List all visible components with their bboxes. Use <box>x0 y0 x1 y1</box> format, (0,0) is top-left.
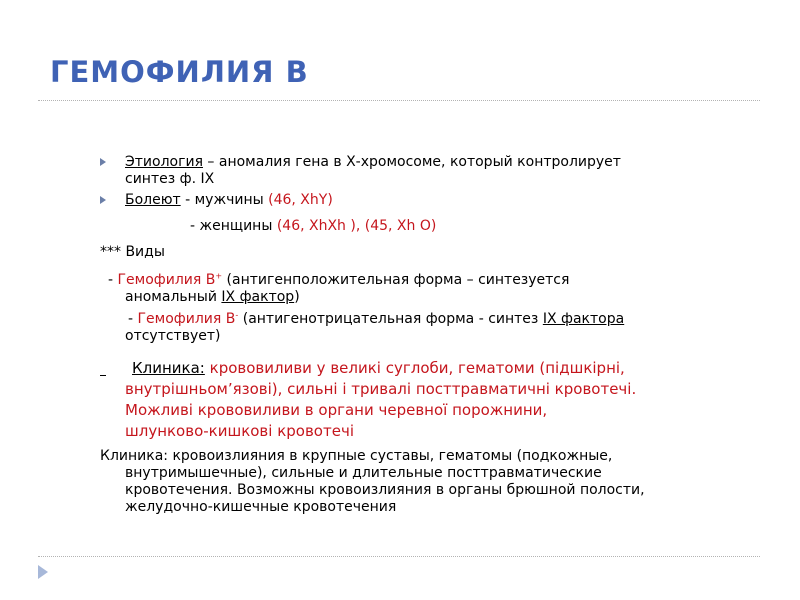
women-line <box>100 218 760 235</box>
clinic-ua-underline-mark <box>100 375 106 376</box>
clinic-ru-line4: желудочно-кишечные кровотечения <box>125 499 397 515</box>
clinic-ua-item <box>100 358 760 442</box>
clinic-ru-line3: кровотечения. Возможны кровоизлияния в органы брюшной полости, <box>125 482 645 498</box>
slide-content <box>100 154 760 516</box>
type-minus-dash: - <box>128 311 138 327</box>
type-plus-text-line2c: ) <box>294 289 300 305</box>
sick-term: Болеют <box>125 192 181 208</box>
clinic-ua-label: Клиника: <box>132 359 205 377</box>
top-divider <box>38 100 760 101</box>
clinic-ru-line2: внутримышечные), сильные и длительные посттравматические <box>125 465 602 481</box>
etiology-item <box>100 154 760 188</box>
type-minus-text: (антигенотрицательная форма - синтез <box>238 311 543 327</box>
types-heading: *** Виды <box>100 244 165 260</box>
etiology-text: – аномалия гена в Х-хромосоме, который контролирует <box>202 154 621 170</box>
type-plus-name: Гемофилия B <box>117 272 216 288</box>
type-minus-sign: - <box>235 310 239 320</box>
bullet-arrow-icon <box>100 196 106 204</box>
clinic-ua-line2: внутрішньом’язові), сильні і тривалі посттравматичні кровотечі. <box>125 380 637 398</box>
type-minus-item <box>100 311 760 345</box>
type-minus-name: Гемофилия B <box>137 311 236 327</box>
clinic-ua-line1: крововиливи у великі суглоби, гематоми (підшкірні, <box>204 359 625 377</box>
type-plus-dash: - <box>108 272 118 288</box>
women-text: - женщины <box>190 218 277 234</box>
etiology-text-line2: синтез ф. IX <box>125 171 215 187</box>
type-minus-text-line2: отсутствует) <box>125 328 221 344</box>
bottom-divider <box>38 556 760 557</box>
sick-values: (46, XhY) <box>268 192 333 208</box>
type-minus-factor: IX фактора <box>542 311 625 327</box>
type-plus-factor: IX фактор <box>221 289 295 305</box>
sick-item <box>100 192 760 209</box>
etiology-term: Этиология <box>125 154 203 170</box>
slide-title: ГЕМОФИЛИЯ В <box>50 55 309 89</box>
sick-text: - мужчины <box>180 192 269 208</box>
type-plus-sign: + <box>215 271 223 281</box>
type-plus-text-line2a: аномальный <box>125 289 222 305</box>
type-plus-text: (антигенположительная форма – синтезуется <box>222 272 570 288</box>
women-values: (46, XhXh ), (45, Xh O) <box>276 218 437 234</box>
clinic-ru-item <box>100 448 760 516</box>
type-plus-item <box>100 272 760 306</box>
bullet-arrow-icon <box>100 158 106 166</box>
clinic-ua-line3: Можливі крововиливи в органи черевної порожнини, <box>125 401 548 419</box>
clinic-ua-line4: шлунково-кишкові кровотечі <box>125 422 354 440</box>
next-slide-arrow-icon[interactable] <box>38 565 48 579</box>
clinic-ru-line1: Клиника: кровоизлияния в крупные суставы, гематомы (подкожные, <box>100 448 613 464</box>
